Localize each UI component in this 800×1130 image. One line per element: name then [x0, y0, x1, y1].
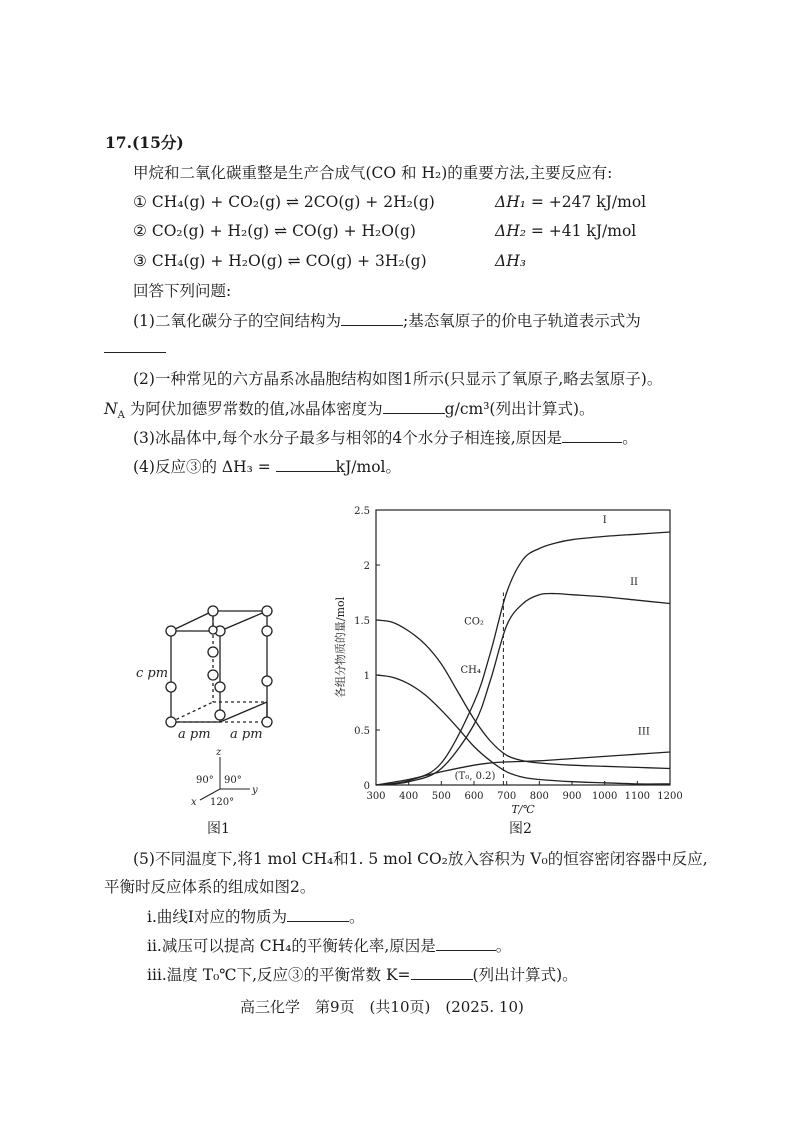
o-atom: [208, 670, 218, 680]
question-score: (15分): [131, 133, 184, 152]
series-label: CO₂: [464, 616, 484, 628]
sub-iii-text-a: ⅲ.温度 T₀℃下,反应③的平衡常数 K=: [147, 966, 411, 984]
part-5-line1: (5)不同温度下,将1 mol CH₄和1. 5 mol CO₂放入容积为 V₀的恒容密闭容器中反应,: [133, 850, 708, 868]
figure-1-crystal: [130, 595, 300, 810]
plot-frame: [376, 510, 670, 785]
o-atom: [262, 626, 272, 636]
part-1-text-b: ;基态氧原子的价电子轨道表示式为: [402, 312, 641, 330]
dh2-label: ΔH₂: [495, 222, 526, 240]
reaction-3: [133, 251, 427, 271]
x-tick-label: 1200: [657, 791, 683, 802]
part-1-text-a: (1)二氧化碳分子的空间结构为: [133, 312, 341, 330]
axis-z: z: [216, 747, 222, 758]
angle-1: 90°: [196, 775, 214, 786]
series-label: I: [602, 515, 607, 527]
series-line-2: [376, 620, 670, 769]
reaction-1: [133, 192, 435, 212]
na-symbol: N: [104, 400, 118, 418]
dh3-label: ΔH₃: [495, 252, 526, 270]
dh2-value: = +41 kJ/mol: [530, 222, 637, 240]
part-5-ii: [147, 936, 511, 956]
series-label: CH₄: [460, 664, 481, 676]
part-3-text-b: 。: [622, 429, 638, 447]
o-atom: [166, 682, 176, 692]
dh1-value: = +247 kJ/mol: [530, 193, 647, 211]
x-tick-label: 300: [366, 791, 386, 802]
o-atom: [262, 717, 272, 727]
sub-ii-text-b: 。: [495, 937, 512, 955]
reaction-1-equation: CH₄(g) + CO₂(g) ⇌ 2CO(g) + 2H₂(g): [151, 193, 435, 211]
part-5-i: [147, 907, 365, 927]
angle-3: 120°: [210, 797, 235, 808]
na-subscript: A: [117, 410, 125, 422]
series-label: III: [637, 726, 650, 738]
x-tick-label: 800: [529, 791, 549, 802]
part-5-iii: [147, 965, 578, 985]
y-axis-label: 各组分物质的量/mol: [334, 596, 347, 699]
o-atom: [166, 626, 176, 636]
reaction-2-equation: CO₂(g) + H₂(g) ⇌ CO(g) + H₂O(g): [151, 222, 416, 240]
o-atom: [208, 606, 218, 616]
blank-4[interactable]: [276, 457, 336, 472]
answer-prompt: 回答下列问题:: [133, 282, 232, 300]
intro-text: 甲烷和二氧化碳重整是生产合成气(CO 和 H₂)的重要方法,主要反应有:: [133, 164, 613, 182]
dh1-label: ΔH₁: [495, 193, 526, 211]
series-line-4: [376, 752, 670, 785]
y-tick-label: 0: [363, 781, 370, 792]
reaction-2-index: ②: [133, 222, 147, 240]
part-5-line2: 平衡时反应体系的组成如图2。: [104, 878, 316, 896]
blank-5i[interactable]: [287, 907, 349, 922]
part-2-line2: [104, 399, 595, 426]
sub-i-text-a: ⅰ.曲线Ⅰ对应的物质为: [147, 908, 288, 926]
y-tick-label: 0.5: [354, 726, 370, 737]
part-1: [133, 311, 641, 331]
point-label: (T₀, 0.2): [454, 771, 496, 782]
series-line-0: [376, 532, 670, 785]
page-footer: 高三化学 第9页 (共10页) (2025. 10): [240, 998, 524, 1016]
reaction-1-enthalpy: [495, 192, 646, 212]
part-3: [133, 428, 638, 448]
x-tick-label: 400: [399, 791, 419, 802]
reaction-1-index: ①: [133, 193, 147, 211]
o-atom: [215, 710, 225, 720]
o-atom: [262, 606, 272, 616]
x-tick-label: 600: [464, 791, 484, 802]
reaction-2-enthalpy: [495, 221, 636, 241]
series-label: II: [630, 576, 639, 588]
angle-2: 90°: [224, 775, 242, 786]
series-line-1: [376, 594, 670, 785]
x-tick-label: 1000: [591, 791, 618, 802]
y-tick-label: 2.5: [354, 506, 370, 517]
axis-y: y: [252, 785, 258, 796]
part-4-text-b: kJ/mol。: [335, 458, 401, 476]
blank-2[interactable]: [383, 399, 445, 414]
blank-1a[interactable]: [341, 311, 403, 326]
reaction-3-index: ③: [133, 252, 147, 270]
question-number: 17.: [105, 133, 132, 152]
blank-5iii[interactable]: [411, 965, 473, 980]
sub-ii-text-a: ⅱ.减压可以提高 CH₄的平衡转化率,原因是: [147, 937, 436, 955]
y-tick-label: 1.5: [354, 616, 370, 627]
label-c: c pm: [136, 666, 169, 681]
o-atom: [166, 717, 176, 727]
x-tick-label: 1100: [624, 791, 651, 802]
question-header: [105, 133, 184, 153]
part-2-unit: g/cm³(列出计算式)。: [444, 400, 595, 418]
reaction-2: [133, 221, 416, 241]
label-a2: a pm: [230, 727, 263, 742]
part-2-line1: (2)一种常见的六方晶系冰晶胞结构如图1所示(只显示了氧原子,略去氢原子)。: [133, 370, 663, 388]
x-tick-label: 700: [497, 791, 517, 802]
x-axis-label: T/℃: [511, 803, 535, 816]
blank-5ii[interactable]: [436, 936, 496, 951]
axis-x: x: [191, 797, 197, 808]
o-atom: [262, 676, 272, 686]
figure-1-caption: 图1: [207, 821, 230, 837]
x-tick-label: 900: [562, 791, 582, 802]
o-atom: [215, 682, 225, 692]
part-3-text-a: (3)冰晶体中,每个水分子最多与相邻的4个水分子相连接,原因是: [133, 429, 563, 447]
blank-3[interactable]: [562, 428, 622, 443]
x-tick-label: 500: [431, 791, 451, 802]
sub-i-text-b: 。: [349, 908, 365, 926]
part-4-text-a: (4)反应③的 ΔH₃ =: [133, 458, 271, 476]
y-tick-label: 1: [363, 671, 370, 682]
o-atom: [208, 647, 218, 657]
label-a1: a pm: [178, 727, 211, 742]
figure-2-chart: [330, 500, 683, 820]
part-4: [133, 457, 401, 477]
o-atom: [209, 626, 217, 634]
reaction-3-equation: CH₄(g) + H₂O(g) ⇌ CO(g) + 3H₂(g): [151, 252, 427, 270]
y-tick-label: 2: [363, 561, 370, 572]
part-2-text: 为阿伏加德罗常数的值,冰晶体密度为: [129, 400, 383, 418]
blank-1b[interactable]: [104, 338, 166, 353]
figure-2-caption: 图2: [509, 821, 532, 837]
sub-iii-text-b: (列出计算式)。: [472, 966, 578, 984]
